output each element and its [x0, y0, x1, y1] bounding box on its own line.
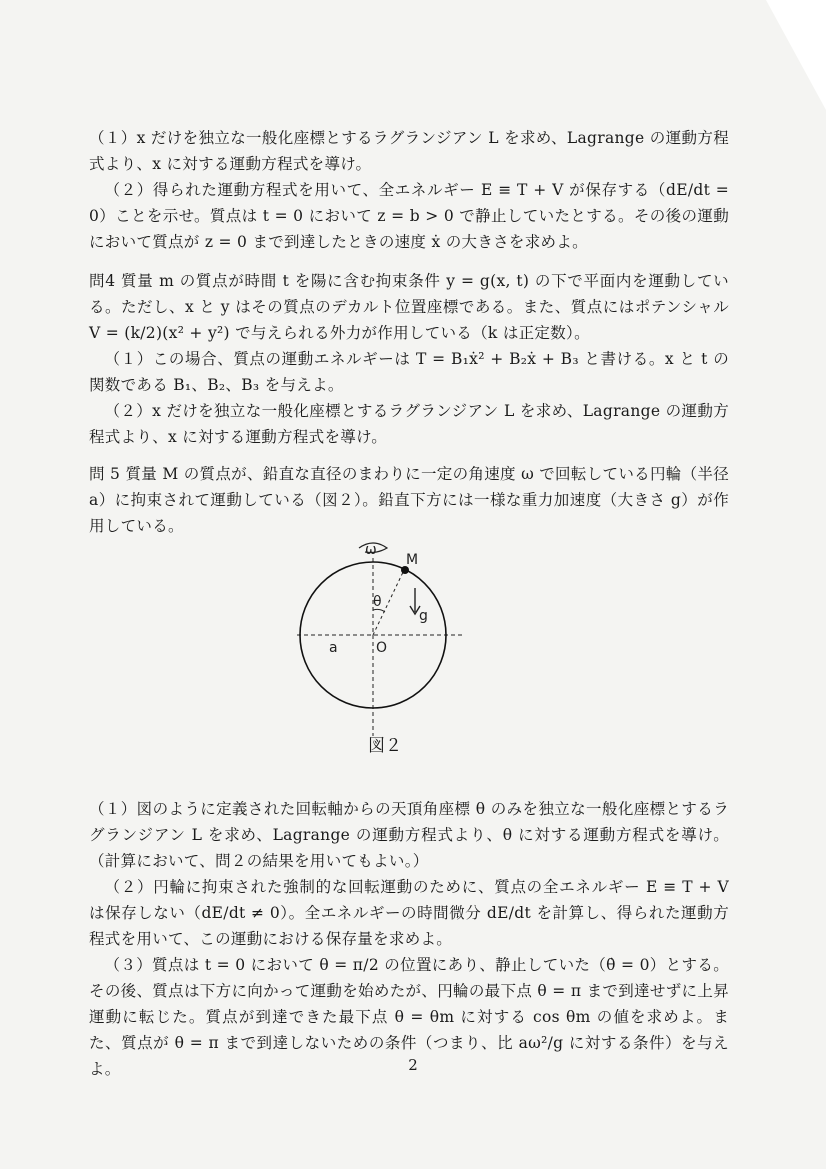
- q5-part-2: （２）円輪に拘束された強制的な回転運動のために、質点の全エネルギー E ≡ T + V は保存しない（dE/dt ≠ 0）。全エネルギーの時間微分 dE/dt を計算し、得られた運動方程式を用いて、この運動における保存量を求めよ。: [89, 878, 729, 948]
- mass-label: M: [406, 552, 419, 568]
- question-5: [89, 461, 729, 539]
- q5-statement: 問 5 質量 M の質点が、鉛直な直径のまわりに一定の角速度 ω で回転している円輪（半径 a）に拘束されて運動している（図２）。鉛直下方には一様な重力加速度（大きさ g）が作用している。: [89, 465, 729, 535]
- q3-part-1: （１）x だけを独立な一般化座標とするラグランジアン L を求め、Lagrange の運動方程式より、x に対する運動方程式を導け。: [89, 129, 729, 173]
- origin-label: O: [376, 640, 388, 656]
- q5-part-1: （１）図のように定義された回転軸からの天頂角座標 θ のみを独立な一般化座標とするラグランジアン L を求め、Lagrange の運動方程式より、θ に対する運動方程式を導け。（計算において、問２の結果を用いてもよい。）: [89, 800, 729, 870]
- radius-label: a: [329, 640, 338, 656]
- q3-part-2: （２）得られた運動方程式を用いて、全エネルギー E ≡ T + V が保存する（dE/dt = 0）ことを示せ。質点は t = 0 において z = b > 0 で静止していたとする。その後の運動において質点が z = 0 まで到達したときの速度 ẋ の大きさを求めよ。: [89, 181, 729, 251]
- q4-part-2: （２）x だけを独立な一般化座標とするラグランジアン L を求め、Lagrange の運動方程式より、x に対する運動方程式を導け。: [89, 402, 729, 446]
- theta-label: θ: [373, 594, 382, 610]
- q4-statement: 問4 質量 m の質点が時間 t を陽に含む拘束条件 y = g(x, t) の下で平面内を運動している。ただし、x と y はその質点のデカルト位置座標である。また、質点にはポテンシャル V = (k/2)(x² + y²) で与えられる外力が作用している（k は正定数）。: [89, 272, 729, 342]
- gravity-label: g: [419, 608, 428, 624]
- question-3-subparts: [89, 125, 729, 255]
- omega-label: ω: [365, 542, 377, 558]
- page-corner: [766, 0, 826, 110]
- figure-2-diagram: [285, 540, 485, 760]
- question-5-subparts: [89, 796, 729, 1082]
- q4-part-1: （１）この場合、質点の運動エネルギーは T = B₁ẋ² + B₂ẋ + B₃ と書ける。x と t の関数である B₁、B₂、B₃ を与えよ。: [89, 350, 729, 394]
- page-number: 2: [408, 1056, 418, 1074]
- figure-caption: 図２: [368, 736, 402, 756]
- q5-part-3: （３）質点は t = 0 において θ = π/2 の位置にあり、静止していた（θ̇ = 0）とする。その後、質点は下方に向かって運動を始めたが、円輪の最下点 θ = π まで到達せずに上昇運動に転じた。質点が到達できた最下点 θ = θm に対する cos θm の値を求めよ。また、質点が θ = π まで到達しないための条件（つまり、比 aω²/g に対する条件）を与えよ。: [89, 956, 729, 1078]
- question-4: [89, 268, 729, 450]
